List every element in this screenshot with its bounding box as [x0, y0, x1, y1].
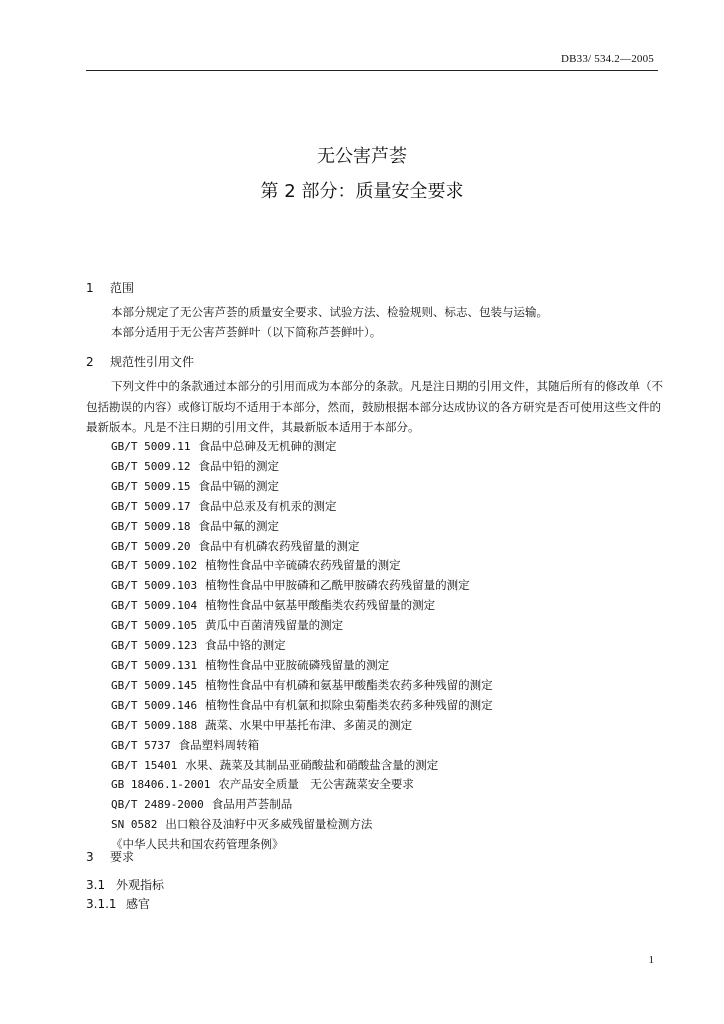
reference-code: GB/T 5009.18 — [111, 519, 191, 533]
reference-code: QB/T 2489-2000 — [111, 798, 204, 812]
reference-code: GB/T 5009.146 — [111, 698, 198, 712]
reference-item — [111, 596, 493, 616]
reference-code: GB/T 5009.103 — [111, 579, 198, 593]
references-list — [111, 437, 493, 854]
reference-item — [111, 477, 493, 497]
reference-title: 食品中铬的测定 — [205, 638, 286, 653]
section-title: 规范性引用文件 — [110, 355, 195, 369]
section-heading-scope — [86, 279, 134, 296]
reference-title: 食品中铅的测定 — [198, 458, 279, 473]
section-number: 3.1 — [86, 878, 106, 892]
reference-item — [111, 815, 493, 835]
reference-item — [111, 756, 493, 776]
reference-item — [111, 716, 493, 736]
reference-title: 食品中镉的测定 — [198, 478, 279, 493]
reference-item — [111, 636, 493, 656]
reference-item — [111, 537, 493, 557]
reference-code: GB/T 5009.104 — [111, 599, 198, 613]
scope-paragraph-2: 本部分适用于无公害芦荟鲜叶（以下简称芦荟鲜叶）。 — [111, 325, 382, 339]
references-intro: 下列文件中的条款通过本部分的引用而成为本部分的条款。凡是注日期的引用文件，其随后所有的修改单（不包括勘误的内容）或修订版均不适用于本部分，然而，鼓励根据本部分达成协议的各方研究是否可使用这些文件的最新版本。凡是不注日期的引用文件，其最新版本适用于本部分。 — [86, 379, 663, 434]
reference-item — [111, 457, 493, 477]
reference-item — [111, 656, 493, 676]
reference-title: 植物性食品中氨基甲酸酯类农药残留量的测定 — [205, 598, 436, 613]
section-title: 范围 — [110, 281, 135, 295]
section-title: 外观指标 — [116, 878, 165, 892]
section-heading-appearance — [86, 876, 164, 893]
document-title: 无公害芦荟 — [317, 146, 407, 167]
reference-code: GB/T 5009.131 — [111, 658, 198, 672]
reference-code: GB 18406.1-2001 — [111, 778, 211, 792]
reference-code: GB/T 5009.20 — [111, 539, 191, 553]
reference-code: GB/T 5737 — [111, 738, 171, 752]
reference-item — [111, 556, 493, 576]
reference-item — [111, 835, 493, 854]
reference-title: 水果、蔬菜及其制品亚硝酸盐和硝酸盐含量的测定 — [185, 757, 439, 772]
reference-item — [111, 576, 493, 596]
reference-item — [111, 517, 493, 537]
reference-title: 食品中有机磷农药残留量的测定 — [198, 538, 360, 553]
reference-title: 食品用芦荟制品 — [211, 797, 293, 812]
section-title: 要求 — [110, 850, 135, 864]
reference-code: GB/T 5009.145 — [111, 678, 198, 692]
reference-title: 农产品安全质量 无公害蔬菜安全要求 — [218, 777, 414, 792]
reference-title: 蔬菜、水果中甲基托布津、多菌灵的测定 — [205, 717, 413, 732]
section-number: 2 — [86, 355, 94, 369]
reference-code: GB/T 5009.188 — [111, 718, 198, 732]
reference-code: GB/T 5009.105 — [111, 619, 198, 633]
section-number: 3.1.1 — [86, 897, 117, 911]
reference-title: 植物性食品中辛硫磷农药残留量的测定 — [205, 558, 401, 573]
reference-item — [111, 497, 493, 517]
section-title: 感官 — [126, 897, 151, 911]
header-divider — [86, 70, 658, 71]
reference-title: 植物性食品中有机磷和氨基甲酸酯类农药多种残留的测定 — [205, 677, 493, 692]
section-heading-references — [86, 353, 194, 370]
reference-item — [111, 795, 493, 815]
reference-item — [111, 676, 493, 696]
reference-item — [111, 696, 493, 716]
document-subtitle: 第 2 部分：质量安全要求 — [260, 181, 464, 202]
scope-paragraph-1: 本部分规定了无公害芦荟的质量安全要求、试验方法、检验规则、标志、包装与运输。 — [111, 305, 548, 319]
reference-code: GB/T 5009.17 — [111, 499, 191, 513]
section-number: 1 — [86, 281, 94, 295]
reference-title: 食品中总汞及有机汞的测定 — [198, 498, 337, 513]
reference-code: GB/T 5009.123 — [111, 639, 198, 653]
reference-code: GB/T 5009.12 — [111, 459, 191, 473]
standard-code: DB33/ 534.2—2005 — [560, 53, 654, 65]
section-heading-sensory — [86, 895, 150, 912]
reference-code: GB/T 5009.102 — [111, 559, 198, 573]
reference-item — [111, 736, 493, 756]
reference-title: 食品中氟的测定 — [198, 518, 279, 533]
reference-title: 食品塑料周转箱 — [178, 737, 260, 752]
reference-code: GB/T 5009.15 — [111, 479, 191, 493]
page-number: 1 — [648, 954, 654, 966]
reference-title: 食品中总砷及无机砷的测定 — [198, 439, 337, 453]
reference-code: GB/T 5009.11 — [111, 440, 191, 453]
section-number: 3 — [86, 850, 94, 864]
reference-item — [111, 616, 493, 636]
reference-title: 黄瓜中百菌清残留量的测定 — [205, 618, 344, 633]
reference-title: 《中华人民共和国农药管理条例》 — [111, 837, 284, 852]
reference-item — [111, 437, 493, 457]
reference-title: 植物性食品中有机氯和拟除虫菊酯类农药多种残留的测定 — [205, 697, 493, 712]
reference-title: 出口粮谷及油籽中灭多威残留量检测方法 — [165, 817, 373, 832]
reference-title: 植物性食品中亚胺硫磷残留量的测定 — [205, 657, 390, 672]
reference-code: SN 0582 — [111, 818, 158, 832]
reference-title: 植物性食品中甲胺磷和乙酰甲胺磷农药残留量的测定 — [205, 578, 470, 593]
reference-code: GB/T 15401 — [111, 758, 178, 772]
section-heading-requirements — [86, 848, 134, 865]
reference-item — [111, 775, 493, 795]
